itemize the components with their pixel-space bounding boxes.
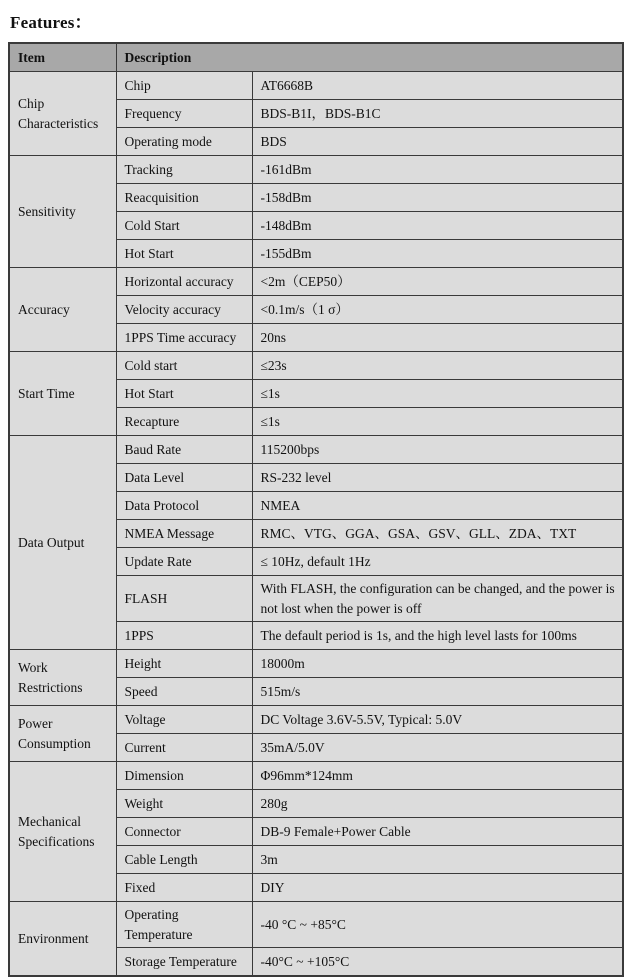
table-row (9, 762, 623, 790)
spec-value-cell: AT6668B (252, 72, 623, 100)
table-row (9, 268, 623, 296)
item-group-cell: Accuracy (9, 268, 116, 352)
spec-value-cell: 515m/s (252, 678, 623, 706)
spec-value-cell: -155dBm (252, 240, 623, 268)
spec-value-cell: ≤1s (252, 408, 623, 436)
spec-label-cell: Hot Start (116, 240, 252, 268)
spec-label-cell: Height (116, 650, 252, 678)
spec-label-cell: 1PPS Time accuracy (116, 324, 252, 352)
spec-value-cell: BDS (252, 128, 623, 156)
spec-table-body (9, 72, 623, 977)
spec-label-cell: Frequency (116, 100, 252, 128)
spec-value-cell: RMC、VTG、GGA、GSA、GSV、GLL、ZDA、TXT (252, 520, 623, 548)
spec-value-cell: DB-9 Female+Power Cable (252, 818, 623, 846)
spec-label-cell: Connector (116, 818, 252, 846)
item-group-cell: Mechanical Specifications (9, 762, 116, 902)
table-row (9, 72, 623, 100)
spec-value-cell: ≤1s (252, 380, 623, 408)
spec-value-cell: ≤23s (252, 352, 623, 380)
spec-value-cell: -161dBm (252, 156, 623, 184)
spec-label-cell: Fixed (116, 874, 252, 902)
item-group-cell: Sensitivity (9, 156, 116, 268)
spec-label-cell: Chip (116, 72, 252, 100)
spec-value-cell: DIY (252, 874, 623, 902)
table-header-row (9, 43, 623, 72)
spec-value-cell: NMEA (252, 492, 623, 520)
spec-label-cell: Horizontal accuracy (116, 268, 252, 296)
table-row (9, 902, 623, 948)
page-title: Features： (10, 13, 92, 32)
spec-value-cell: 18000m (252, 650, 623, 678)
spec-label-cell: Operating mode (116, 128, 252, 156)
table-row (9, 436, 623, 464)
spec-value-cell: DC Voltage 3.6V-5.5V, Typical: 5.0V (252, 706, 623, 734)
spec-label-cell: Dimension (116, 762, 252, 790)
spec-value-cell: 20ns (252, 324, 623, 352)
item-group-cell: Work Restrictions (9, 650, 116, 706)
spec-label-cell: 1PPS (116, 622, 252, 650)
spec-label-cell: Reacquisition (116, 184, 252, 212)
spec-value-cell: 115200bps (252, 436, 623, 464)
spec-label-cell: Cold Start (116, 212, 252, 240)
spec-value-cell: 280g (252, 790, 623, 818)
spec-value-cell: -158dBm (252, 184, 623, 212)
spec-value-cell: -40°C ~ +105°C (252, 948, 623, 977)
spec-value-cell: With FLASH, the configuration can be changed, and the power is not lost when the power is off (252, 576, 623, 622)
spec-label-cell: Data Protocol (116, 492, 252, 520)
spec-value-cell: ≤ 10Hz, default 1Hz (252, 548, 623, 576)
spec-label-cell: Baud Rate (116, 436, 252, 464)
spec-label-cell: NMEA Message (116, 520, 252, 548)
spec-label-cell: Data Level (116, 464, 252, 492)
spec-label-cell: Cable Length (116, 846, 252, 874)
spec-value-cell: 3m (252, 846, 623, 874)
spec-label-cell: Speed (116, 678, 252, 706)
spec-label-cell: Operating Temperature (116, 902, 252, 948)
spec-label-cell: Current (116, 734, 252, 762)
spec-value-cell: <2m（CEP50） (252, 268, 623, 296)
spec-table (8, 42, 624, 977)
item-group-cell: Environment (9, 902, 116, 977)
spec-label-cell: Hot Start (116, 380, 252, 408)
spec-label-cell: Recapture (116, 408, 252, 436)
table-row (9, 650, 623, 678)
table-row (9, 706, 623, 734)
table-row (9, 352, 623, 380)
spec-label-cell: Weight (116, 790, 252, 818)
spec-label-cell: FLASH (116, 576, 252, 622)
spec-value-cell: The default period is 1s, and the high level lasts for 100ms (252, 622, 623, 650)
spec-value-cell: Φ96mm*124mm (252, 762, 623, 790)
column-header-item: Item (9, 43, 116, 72)
spec-label-cell: Update Rate (116, 548, 252, 576)
item-group-cell: Power Consumption (9, 706, 116, 762)
spec-value-cell: <0.1m/s（1 σ） (252, 296, 623, 324)
item-group-cell: Chip Characteristics (9, 72, 116, 156)
table-row (9, 156, 623, 184)
spec-value-cell: RS-232 level (252, 464, 623, 492)
column-header-description: Description (116, 43, 623, 72)
spec-label-cell: Tracking (116, 156, 252, 184)
spec-label-cell: Voltage (116, 706, 252, 734)
spec-label-cell: Velocity accuracy (116, 296, 252, 324)
spec-label-cell: Storage Temperature (116, 948, 252, 977)
item-group-cell: Start Time (9, 352, 116, 436)
spec-value-cell: -148dBm (252, 212, 623, 240)
spec-value-cell: 35mA/5.0V (252, 734, 623, 762)
spec-value-cell: -40 °C ~ +85°C (252, 902, 623, 948)
item-group-cell: Data Output (9, 436, 116, 650)
spec-value-cell: BDS-B1I，BDS-B1C (252, 100, 623, 128)
spec-label-cell: Cold start (116, 352, 252, 380)
